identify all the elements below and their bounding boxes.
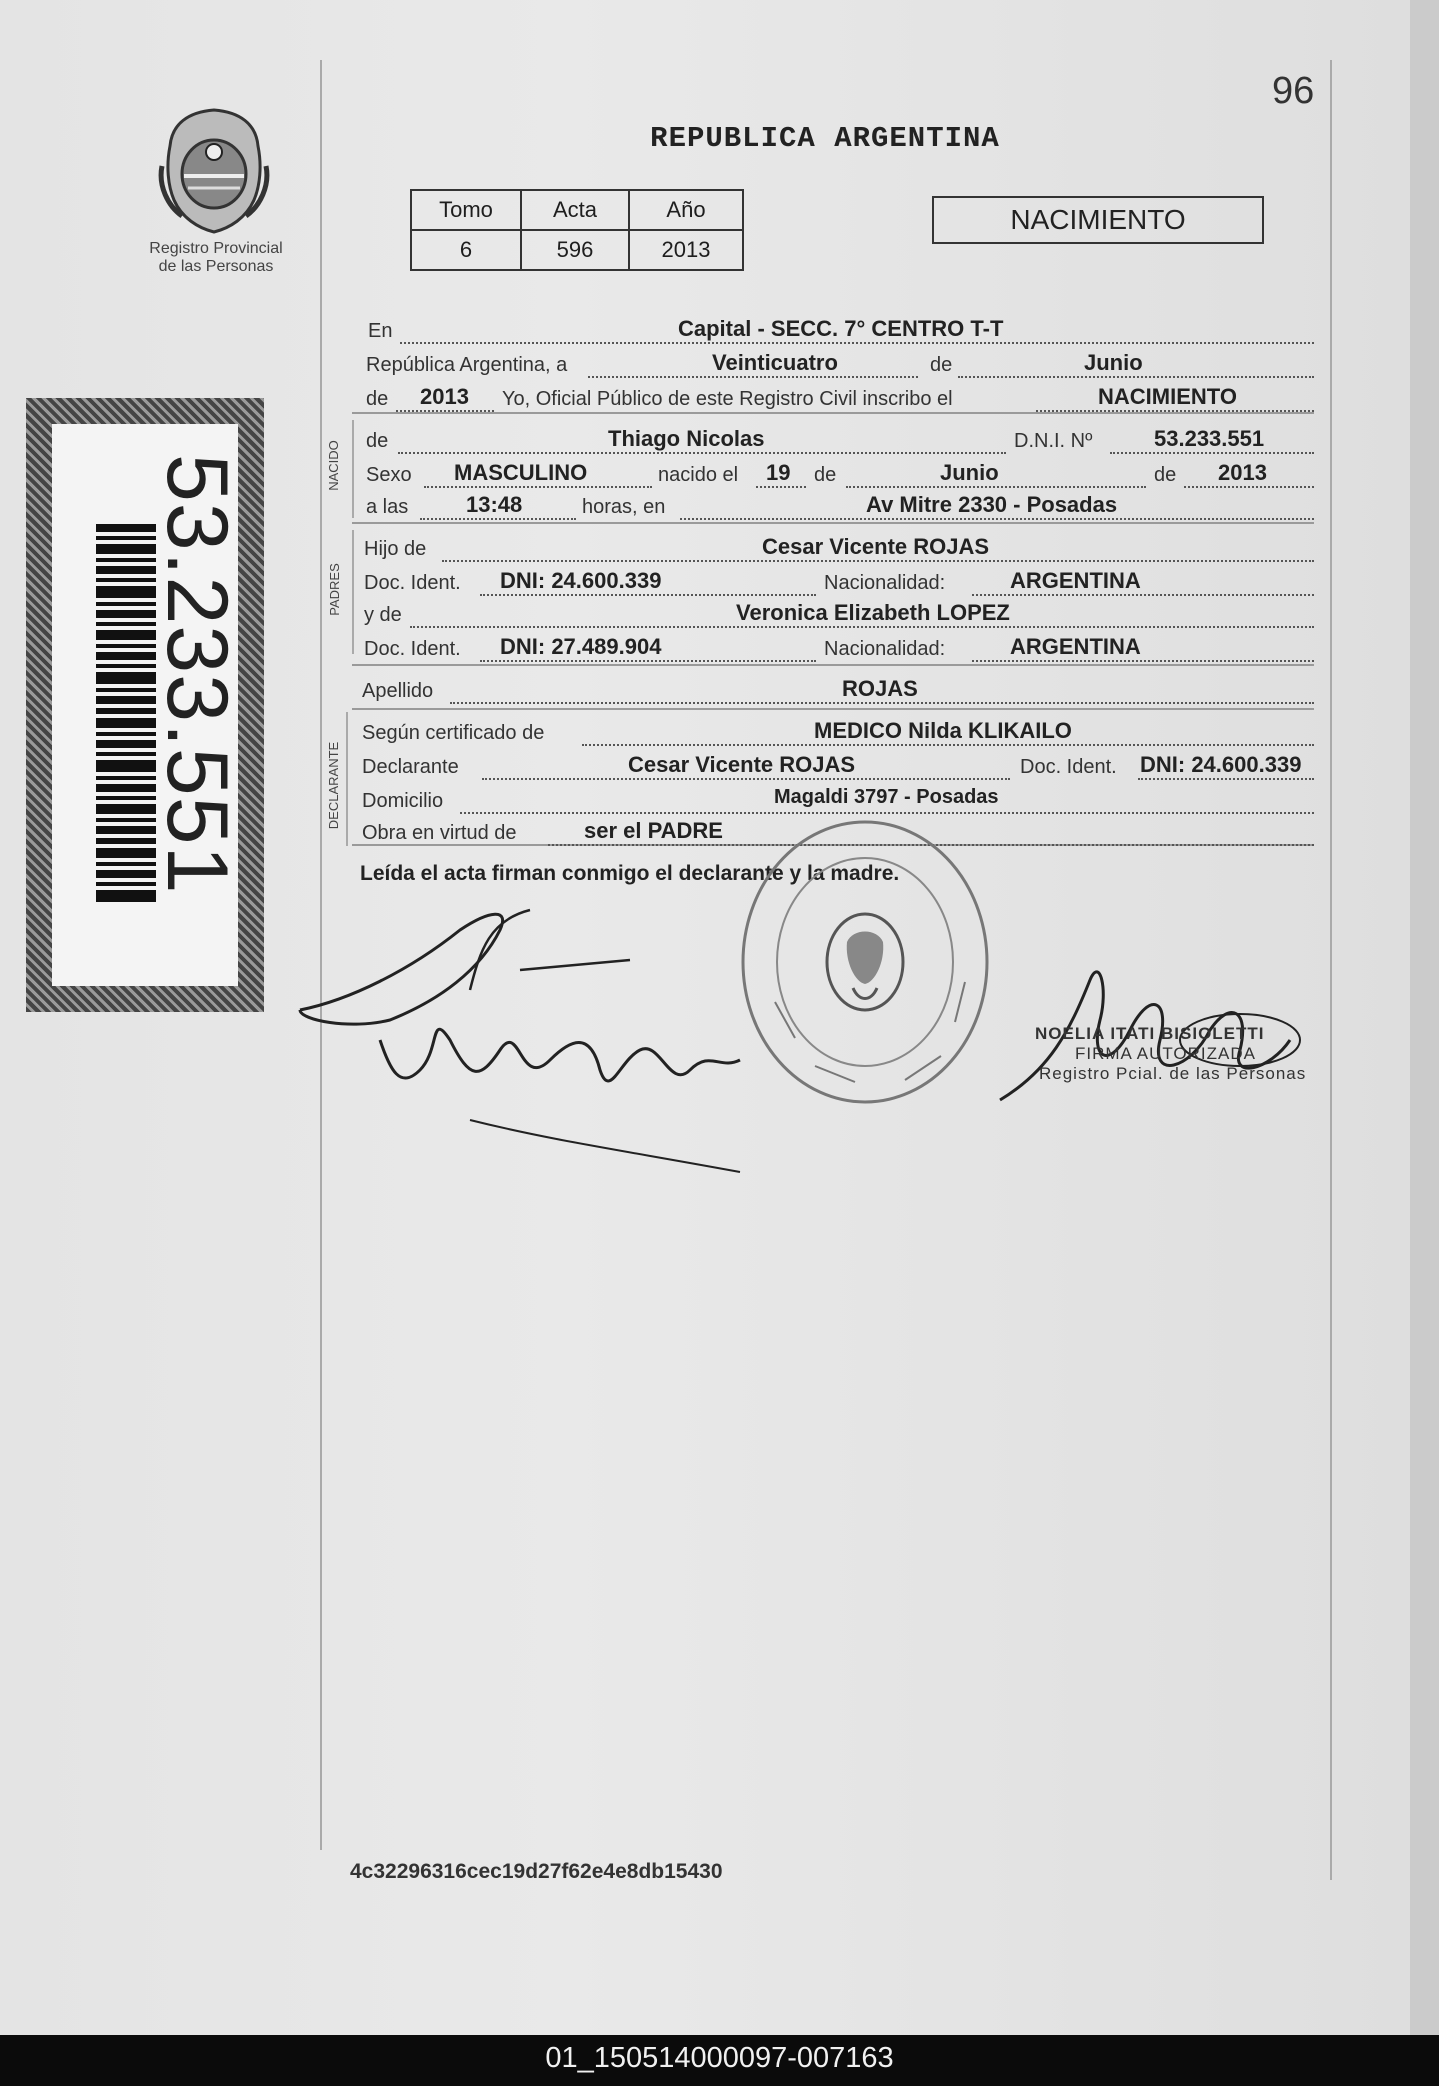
divider-3 <box>352 664 1314 666</box>
acting-label: Obra en virtud de <box>362 822 517 844</box>
birth-time-value: 13:48 <box>466 492 523 517</box>
birthplace-value: Av Mitre 2330 - Posadas <box>866 492 1118 517</box>
logo-caption-line1: Registro Provincial <box>149 240 283 257</box>
year-label: de <box>366 388 389 410</box>
mother-doc-label: Doc. Ident. <box>364 638 461 660</box>
mother-dni-value: DNI: 27.489.904 <box>500 634 662 659</box>
record-line-certificate <box>0 718 1439 748</box>
date-month-value: Junio <box>1084 350 1143 375</box>
record-line-surname <box>0 676 1439 706</box>
record-line-place <box>0 316 1439 346</box>
inscribe-text: Yo, Oficial Público de este Registro Civil inscribo el <box>502 388 953 410</box>
divider-2 <box>352 522 1314 524</box>
official-signer-block <box>1035 1024 1306 1084</box>
mother-label: y de <box>364 604 402 626</box>
birth-of-label: de <box>814 464 837 486</box>
verification-hash: 4c32296316cec19d27f62e4e8db15430 <box>350 1860 723 1883</box>
declarant-signature <box>290 890 770 1190</box>
sex-label: Sexo <box>366 464 412 486</box>
birth-day-value: 19 <box>766 460 791 485</box>
year-value: 2013 <box>420 384 469 409</box>
scan-file-code: 01_150514000097-007163 <box>545 2042 894 2074</box>
official-stamp <box>735 812 995 1112</box>
child-name-value: Thiago Nicolas <box>608 426 765 451</box>
father-label: Hijo de <box>364 538 427 560</box>
record-line-father-doc <box>0 568 1439 598</box>
record-line-sex <box>0 460 1439 490</box>
father-doc-label: Doc. Ident. <box>364 572 461 594</box>
value-anio: 2013 <box>629 230 743 270</box>
mother-value: Veronica Elizabeth LOPEZ <box>736 600 1010 625</box>
registry-table-values <box>411 230 743 270</box>
record-line-acting <box>0 818 1439 848</box>
official-name: NOELIA ITATI BISIOLETTI <box>1035 1024 1265 1043</box>
name-label: de <box>366 430 389 452</box>
barcode-number-text: 53.233.551 <box>149 454 245 895</box>
record-line-date <box>0 350 1439 380</box>
birth-year-value: 2013 <box>1218 460 1267 485</box>
header-tomo: Tomo <box>411 190 521 230</box>
hours-at-label: horas, en <box>582 496 666 518</box>
date-label: República Argentina, a <box>366 354 568 376</box>
date-day-value: Veinticuatro <box>712 350 838 375</box>
record-line-mother <box>0 600 1439 630</box>
time-label: a las <box>366 496 409 518</box>
date-of-label: de <box>930 354 953 376</box>
header-anio: Año <box>629 190 743 230</box>
certificate-value: MEDICO Nilda KLIKAILO <box>814 718 1072 743</box>
place-value: Capital - SECC. 7° CENTRO T-T <box>678 316 1004 341</box>
father-nationality-label: Nacionalidad: <box>824 572 946 594</box>
declarant-label: Declarante <box>362 756 459 778</box>
country-title: REPUBLICA ARGENTINA <box>650 122 1000 155</box>
closing-statement: Leída el acta firman conmigo el declarante y la madre. <box>360 862 900 885</box>
address-value: Magaldi 3797 - Posadas <box>774 786 999 808</box>
record-line-address <box>0 786 1439 816</box>
surname-label: Apellido <box>362 680 434 702</box>
event-value: NACIMIENTO <box>1098 384 1237 409</box>
section-label-declarant: DECLARANTE <box>326 741 342 830</box>
record-line-father <box>0 534 1439 564</box>
father-value: Cesar Vicente ROJAS <box>762 534 990 559</box>
declarant-doc-label: Doc. Ident. <box>1020 756 1117 778</box>
declarant-dni-value: DNI: 24.600.339 <box>1140 752 1302 777</box>
acting-value: ser el PADRE <box>584 818 723 843</box>
father-nationality-value: ARGENTINA <box>1010 568 1141 593</box>
document-type-box: NACIMIENTO <box>932 196 1264 244</box>
birth-year-label: de <box>1154 464 1177 486</box>
page-number: 96 <box>1272 70 1315 112</box>
registry-table-header <box>411 190 743 230</box>
record-line-name <box>0 426 1439 456</box>
birth-month-value: Junio <box>940 460 999 485</box>
section-label-born: NACIDO <box>325 440 341 491</box>
record-line-declarant <box>0 752 1439 782</box>
value-acta: 596 <box>521 230 629 270</box>
father-dni-value: DNI: 24.600.339 <box>500 568 662 593</box>
logo-caption-line2: de las Personas <box>158 258 274 275</box>
dni-label: D.N.I. Nº <box>1014 430 1093 452</box>
header-acta: Acta <box>521 190 629 230</box>
province-shield-icon <box>158 106 270 236</box>
surname-value: ROJAS <box>842 676 918 701</box>
scan-edge <box>1410 0 1439 2035</box>
record-line-time <box>0 492 1439 522</box>
sex-value: MASCULINO <box>454 460 588 485</box>
divider-4 <box>352 708 1314 710</box>
official-role: FIRMA AUTORIZADA <box>1075 1044 1256 1063</box>
child-dni-value: 53.233.551 <box>1154 426 1265 451</box>
declarant-value: Cesar Vicente ROJAS <box>628 752 856 777</box>
section-label-parents: PADRES <box>326 563 342 616</box>
certificate-label: Según certificado de <box>362 722 545 744</box>
address-label: Domicilio <box>362 790 444 812</box>
record-line-year <box>0 384 1439 414</box>
official-office: Registro Pcial. de las Personas <box>1039 1064 1307 1083</box>
value-tomo: 6 <box>411 230 521 270</box>
mother-nationality-label: Nacionalidad: <box>824 638 946 660</box>
mother-nationality-value: ARGENTINA <box>1010 634 1141 659</box>
registry-table <box>410 189 744 271</box>
born-on-label: nacido el <box>658 464 739 486</box>
registry-logo-caption <box>140 240 292 276</box>
place-label: En <box>368 320 393 342</box>
record-line-mother-doc <box>0 634 1439 664</box>
